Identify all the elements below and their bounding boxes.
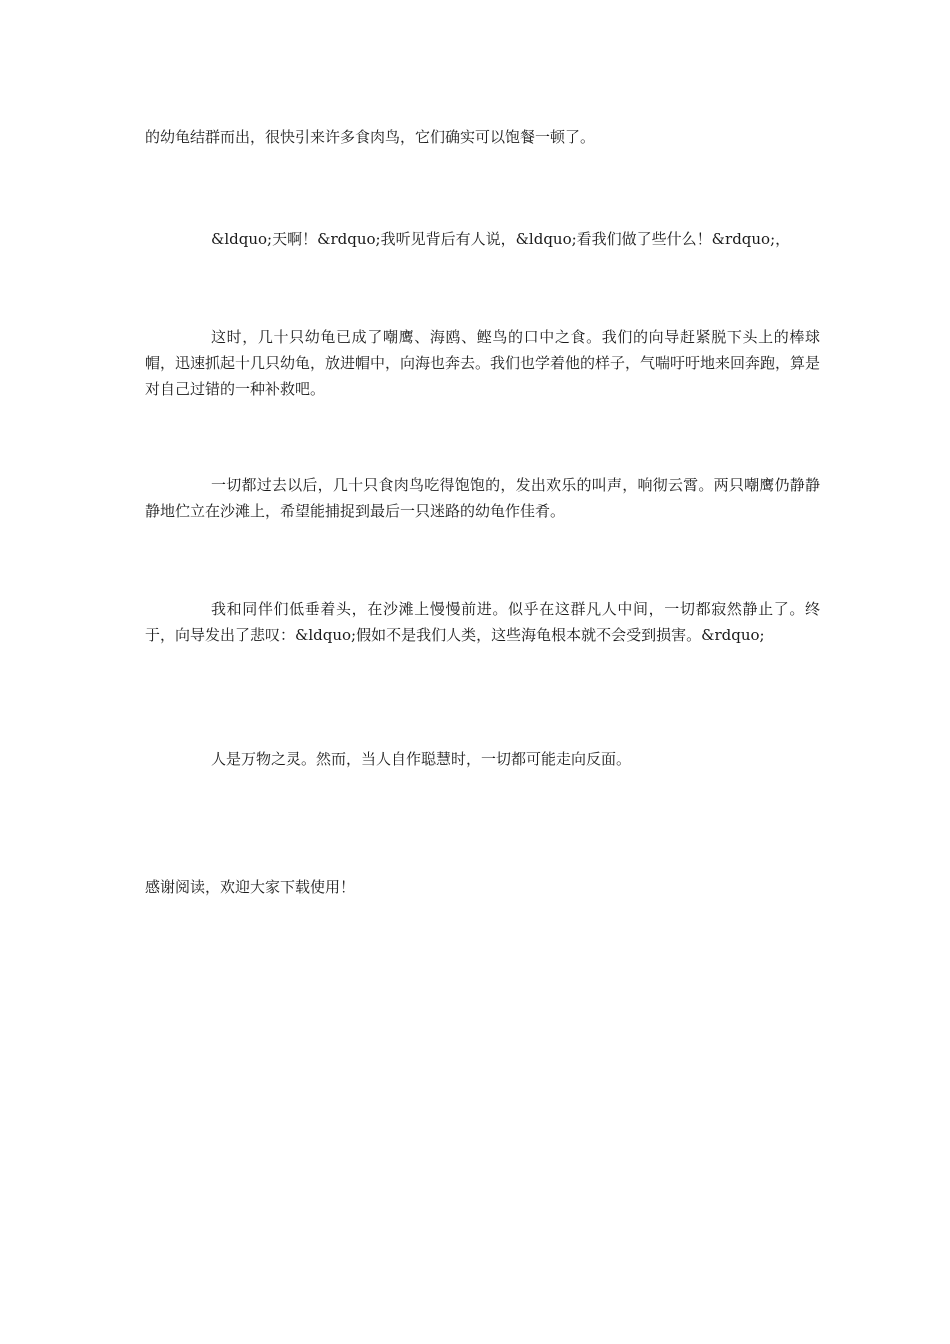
closing-thanks: 感谢阅读，欢迎大家下载使用！ — [145, 878, 356, 896]
paragraph-continuation: 的幼龟结群而出，很快引来许多食肉鸟，它们确实可以饱餐一顿了。 — [145, 128, 596, 146]
paragraph-quote-exclamation: &ldquo;天啊！&rdquo;我听见背后有人说，&ldquo;看我们做了些什么！&rdquo;， — [211, 230, 791, 248]
paragraph-guide-rescue: 这时，几十只幼龟已成了嘲鹰、海鸥、鲣鸟的口中之食。我们的向导赶紧脱下头上的棒球帽，迅速抓起十几只幼龟，放进帽中，向海也奔去。我们也学着他的样子，气喘吁吁地来回奔跑，算是对自己过错的一种补救吧。 — [145, 328, 821, 398]
paragraph-birds-feast: 一切都过去以后，几十只食肉鸟吃得饱饱的，发出欢乐的叫声，响彻云霄。两只嘲鹰仍静静静地伫立在沙滩上，希望能捕捉到最后一只迷路的幼龟作佳肴。 — [145, 476, 820, 520]
paragraph-moral: 人是万物之灵。然而，当人自作聪慧时，一切都可能走向反面。 — [211, 750, 632, 768]
paragraph-guide-lament: 我和同伴们低垂着头，在沙滩上慢慢前进。似乎在这群凡人中间，一切都寂然静止了。终于，向导发出了悲叹：&ldquo;假如不是我们人类，这些海龟根本就不会受到损害。&rdquo; — [145, 600, 820, 644]
